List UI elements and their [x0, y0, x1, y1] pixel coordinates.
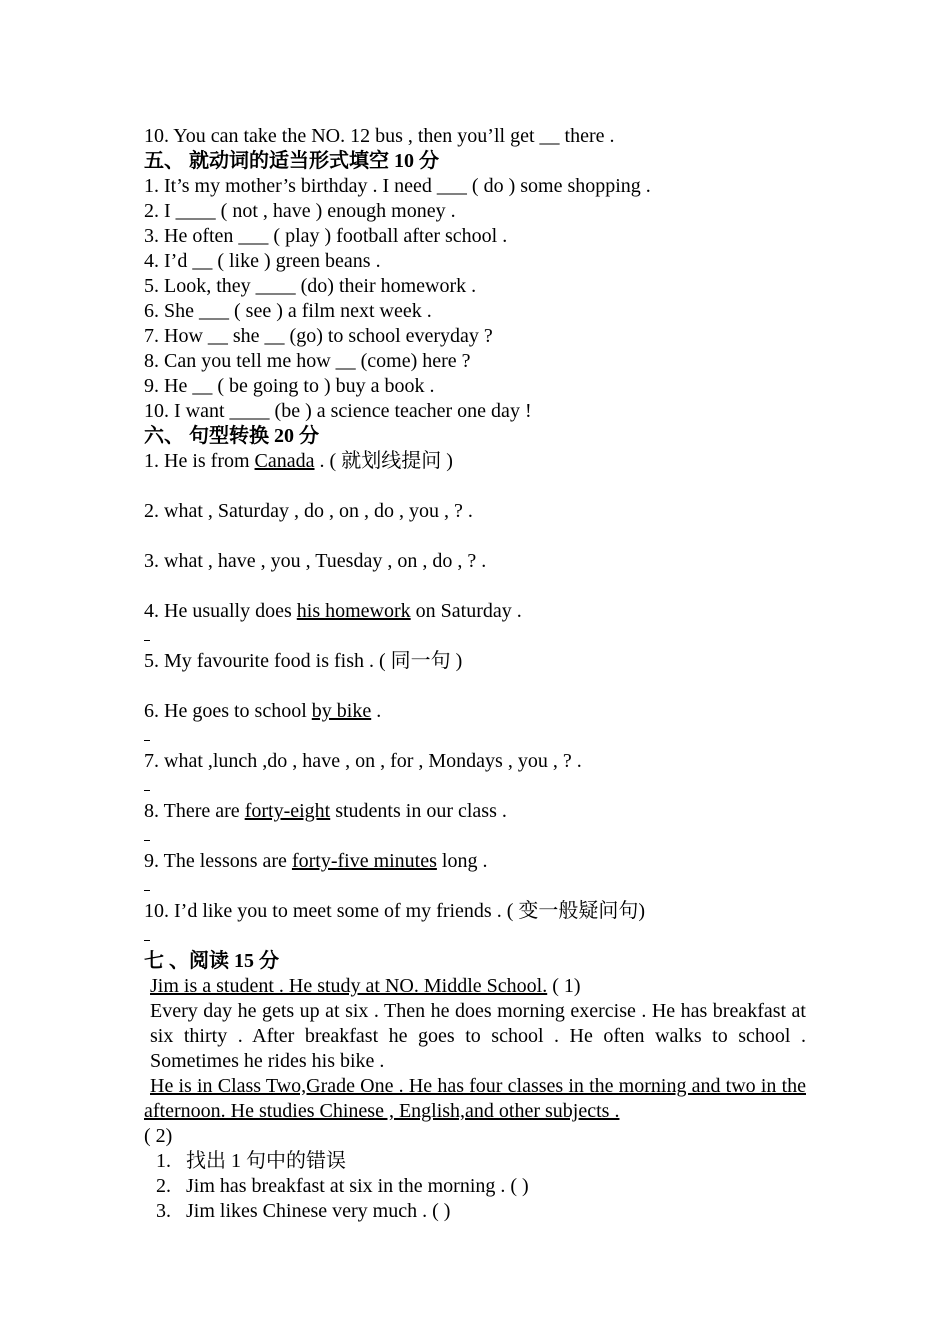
question-number: 1. — [156, 1150, 171, 1172]
section6-question-4 — [144, 599, 806, 624]
answer-space — [144, 774, 806, 799]
answer-space — [144, 474, 806, 499]
question-number: 2. — [156, 1175, 171, 1197]
section4-item-10: 10. You can take the NO. 12 bus , then you’ll get __ there . — [144, 125, 615, 147]
section5-item-1: 1. It’s my mother’s birthday . I need ___ ( do ) some shopping . — [144, 175, 651, 197]
section5-item-9: 9. He __ ( be going to ) buy a book . — [144, 375, 435, 397]
question-text: Jim has breakfast at six in the morning . ( ) — [186, 1175, 529, 1197]
q8-text: 8. There are — [144, 800, 245, 822]
section5-item-5: 5. Look, they ____ (do) their homework . — [144, 275, 477, 297]
q9-text-end: long . — [436, 850, 488, 872]
section6-question-7: 7. what ,lunch ,do , have , on , for , Mondays , you , ? . — [144, 750, 582, 772]
q6-text: 6. He goes to school — [144, 700, 312, 722]
q1-instruction: . ( 就划线提问 ) — [314, 450, 453, 472]
answer-space — [144, 824, 806, 849]
answer-line-mark — [144, 940, 150, 941]
worksheet-page — [144, 124, 806, 1224]
q1-underlined: Canada — [254, 450, 315, 472]
question-number: 3. — [156, 1200, 171, 1222]
answer-line-mark — [144, 840, 150, 841]
sentence-marker-1: ( 1) — [547, 975, 581, 997]
section6-question-6 — [144, 699, 806, 724]
reading-paragraph-3 — [144, 1074, 806, 1124]
answer-line-mark — [144, 890, 150, 891]
q1-text: 1. He is from — [144, 450, 255, 472]
section5-item-10: 10. I want ____ (be ) a science teacher one day ! — [144, 400, 532, 422]
section5-item-6: 6. She ___ ( see ) a film next week . — [144, 300, 432, 322]
answer-space — [144, 924, 806, 949]
section6-question-2: 2. what , Saturday , do , on , do , you , ? . — [144, 500, 473, 522]
section6-question-10: 10. I’d like you to meet some of my friends . ( 变一般疑问句) — [144, 900, 646, 922]
reading-sentence-1: Jim is a student . He study at NO. Middle School. — [150, 975, 548, 997]
section5-item-8: 8. Can you tell me how __ (come) here ? — [144, 350, 471, 372]
q6-text-end: . — [371, 700, 382, 722]
question-text: Jim likes Chinese very much . ( ) — [186, 1200, 451, 1222]
answer-line-mark — [144, 640, 150, 641]
q8-text-end: students in our class . — [330, 800, 507, 822]
section7-heading: 七 、阅读 15 分 — [144, 950, 279, 972]
sentence-marker-2: ( 2) — [144, 1125, 173, 1147]
reading-question-2 — [144, 1174, 806, 1199]
section6-heading: 六、 句型转换 20 分 — [144, 425, 319, 447]
section5-item-2: 2. I ____ ( not , have ) enough money . — [144, 200, 456, 222]
reading-sentence-2: He is in Class Two,Grade One . He has four classes in the morning and two in the afternoon. He studies Chinese , English,and other subjects . — [144, 1075, 806, 1122]
reading-paragraph-1 — [144, 974, 806, 999]
section6-question-9 — [144, 849, 806, 874]
section6-question-5: 5. My favourite food is fish . ( 同一句 ) — [144, 650, 463, 672]
answer-space — [144, 624, 806, 649]
q8-underlined: forty-eight — [244, 800, 331, 822]
section6-question-3: 3. what , have , you , Tuesday , on , do , ? . — [144, 550, 487, 572]
answer-space — [144, 524, 806, 549]
q4-underlined: his homework — [296, 600, 411, 622]
answer-space — [144, 724, 806, 749]
section5-heading: 五、 就动词的适当形式填空 10 分 — [144, 150, 439, 172]
q4-text: 4. He usually does — [144, 600, 297, 622]
question-text: 找出 1 句中的错误 — [186, 1150, 346, 1172]
q6-underlined: by bike — [311, 700, 372, 722]
answer-line-mark — [144, 740, 150, 741]
section5-item-3: 3. He often ___ ( play ) football after school . — [144, 225, 508, 247]
section5-item-4: 4. I’d __ ( like ) green beans . — [144, 250, 381, 272]
section6-question-1 — [144, 449, 806, 474]
section5-item-7: 7. How __ she __ (go) to school everyday ? — [144, 325, 493, 347]
q9-text: 9. The lessons are — [144, 850, 292, 872]
q9-underlined: forty-five minutes — [291, 850, 437, 872]
answer-space — [144, 674, 806, 699]
answer-line-mark — [144, 790, 150, 791]
reading-question-1 — [144, 1149, 806, 1174]
answer-space — [144, 574, 806, 599]
reading-question-3 — [144, 1199, 806, 1224]
answer-space — [144, 874, 806, 899]
reading-paragraph-2: Every day he gets up at six . Then he does morning exercise . He has breakfast at six thirty . After breakfast he goes to school . He often walks to school . Sometimes he rides his bike . — [150, 1000, 806, 1072]
q4-text-end: on Saturday . — [410, 600, 522, 622]
section6-question-8 — [144, 799, 806, 824]
